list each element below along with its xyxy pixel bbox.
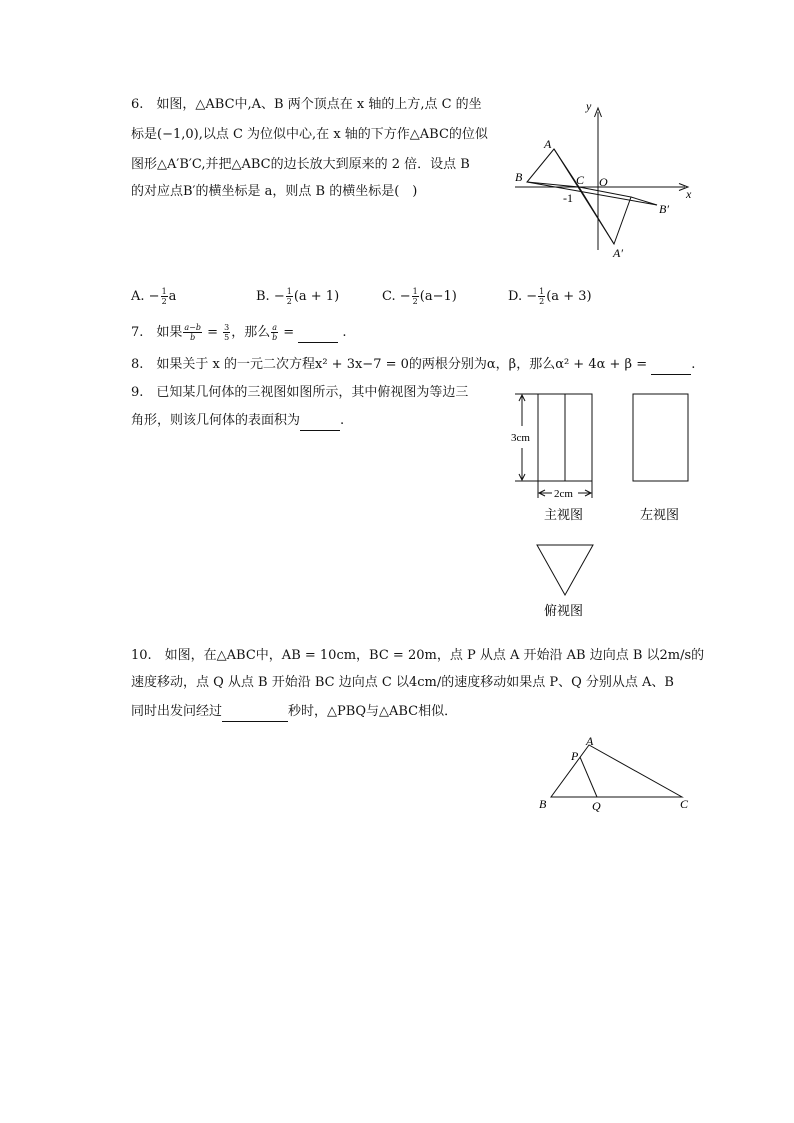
top-view-caption: 俯视图 — [544, 603, 584, 618]
segment-pq — [580, 757, 597, 797]
label-x: x — [686, 187, 692, 201]
label-bp: B′ — [659, 202, 669, 216]
left-view-caption: 左视图 — [640, 507, 680, 522]
q10-line-3: 同时出发问经过 秒时，△PBQ与△ABC相似． — [131, 701, 457, 722]
width-label: 2cm — [554, 488, 573, 500]
line-b-bp — [527, 182, 657, 205]
height-label: 3cm — [511, 432, 530, 444]
q10-line-2: 速度移动，点 Q 从点 B 开始沿 BC 边向点 C 以4cm/的速度移动如果点 P、Q 分别从点 A、B — [131, 675, 674, 690]
label-b: B — [515, 170, 523, 184]
label-q: Q — [592, 799, 601, 813]
q8-answer-blank[interactable] — [651, 374, 691, 375]
label-p: P — [571, 749, 579, 763]
q6-line-4: 的对应点B′的横坐标是 a，则点 B 的横坐标是( ) — [131, 184, 418, 199]
q6-line-1: 6. 如图，△ABC中,A、B 两个顶点在 x 轴的上方,点 C 的坐 — [131, 97, 482, 112]
label-c: C — [576, 173, 585, 187]
option-d[interactable]: D. − $\frac{1}{2}$ (a + 3) — [508, 287, 592, 306]
triangle-abc — [527, 149, 579, 187]
q7-line: 7. 如果 $\frac{a-b}{b}$ = $\frac{3}{5}$ ，那么 $\frac{a}{b}$ = . — [131, 323, 347, 342]
top-view-triangle — [537, 545, 593, 595]
q7-answer-blank[interactable] — [298, 342, 338, 343]
q10-line-1: 10. 如图，在△ABC中，AB = 10cm，BC = 20m，点 P 从点 A 开始沿 AB 边向点 B 以2m/s的 — [131, 648, 705, 663]
q10-triangle-figure — [530, 730, 700, 818]
option-a[interactable]: A. − $\frac{1}{2}$ a — [131, 287, 177, 306]
option-c[interactable]: C. − $\frac{1}{2}$ (a−1) — [382, 287, 457, 306]
label-b: B — [539, 797, 547, 811]
label-neg1: -1 — [563, 191, 573, 205]
q6-coordinate-figure — [508, 96, 698, 262]
front-view-caption: 主视图 — [544, 507, 584, 522]
q8-line: 8. 如果关于 x 的一元二次方程x² + 3x−7 = 0的两根分别为α，β，那么α² + 4α + β = . — [131, 354, 695, 375]
label-a: A — [586, 734, 594, 748]
q10-answer-blank[interactable] — [222, 721, 288, 722]
q9-line-2: 角形，则该几何体的表面积为 . — [131, 410, 344, 431]
q9-answer-blank[interactable] — [300, 430, 340, 431]
label-a: A — [544, 137, 552, 151]
q9-line-1: 9. 已知某几何体的三视图如图所示，其中俯视图为等边三 — [131, 385, 469, 400]
label-c: C — [680, 797, 689, 811]
q6-line-2: 标是(−1,0),以点 C 为位似中心,在 x 轴的下方作△ABC的位似 — [131, 127, 488, 142]
option-b[interactable]: B. − $\frac{1}{2}$ (a + 1) — [256, 287, 340, 306]
left-view-rect — [633, 394, 688, 481]
q9-three-views-figure — [505, 388, 705, 624]
label-y: y — [586, 99, 592, 113]
q6-line-3: 图形△A′B′C,并把△ABC的边长放大到原来的 2 倍．设点 B — [131, 157, 470, 172]
label-ap: A′ — [613, 246, 623, 260]
label-o: O — [599, 175, 608, 189]
